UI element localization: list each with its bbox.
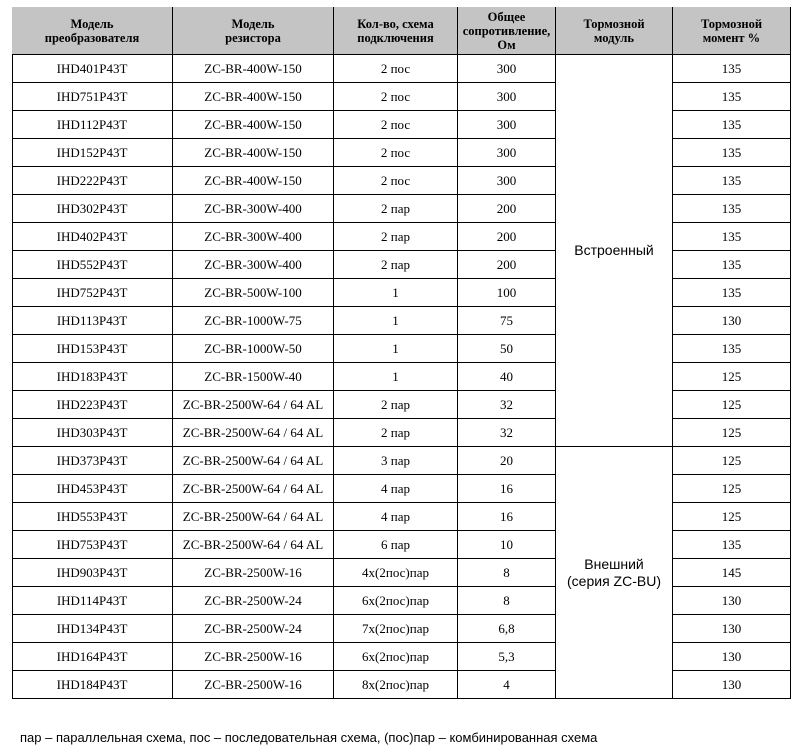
cell-connection: 2 пар	[334, 195, 458, 223]
cell-resistor-model: ZC-BR-400W-150	[173, 139, 334, 167]
cell-brake-torque: 125	[673, 363, 791, 391]
cell-resistor-model: ZC-BR-300W-400	[173, 223, 334, 251]
cell-brake-torque: 135	[673, 335, 791, 363]
cell-connection: 6х(2пос)пар	[334, 587, 458, 615]
cell-resistor-model: ZC-BR-1000W-75	[173, 307, 334, 335]
cell-brake-torque: 135	[673, 83, 791, 111]
cell-connection: 7х(2пос)пар	[334, 615, 458, 643]
cell-brake-torque: 125	[673, 447, 791, 475]
cell-converter-model: IHD373P43T	[12, 447, 173, 475]
cell-resistor-model: ZC-BR-2500W-24	[173, 587, 334, 615]
cell-converter-model: IHD164P43T	[12, 643, 173, 671]
cell-resistance: 16	[458, 503, 556, 531]
cell-resistor-model: ZC-BR-2500W-64 / 64 AL	[173, 503, 334, 531]
cell-converter-model: IHD303P43T	[12, 419, 173, 447]
cell-connection: 4 пар	[334, 503, 458, 531]
cell-connection: 2 пос	[334, 139, 458, 167]
cell-converter-model: IHD183P43T	[12, 363, 173, 391]
cell-converter-model: IHD401P43T	[12, 55, 173, 83]
cell-brake-torque: 130	[673, 643, 791, 671]
footnote: пар – параллельная схема, пос – последовательная схема, (пос)пар – комбинированная схема	[20, 730, 598, 745]
cell-brake-torque: 135	[673, 139, 791, 167]
header-brake-module: Тормозной модуль	[556, 7, 673, 55]
cell-resistance: 8	[458, 587, 556, 615]
cell-resistance: 300	[458, 55, 556, 83]
cell-converter-model: IHD113P43T	[12, 307, 173, 335]
cell-converter-model: IHD552P43T	[12, 251, 173, 279]
cell-connection: 1	[334, 335, 458, 363]
cell-converter-model: IHD453P43T	[12, 475, 173, 503]
cell-resistor-model: ZC-BR-300W-400	[173, 251, 334, 279]
cell-resistor-model: ZC-BR-2500W-16	[173, 643, 334, 671]
cell-brake-torque: 145	[673, 559, 791, 587]
cell-resistance: 200	[458, 251, 556, 279]
cell-brake-torque: 135	[673, 167, 791, 195]
cell-resistor-model: ZC-BR-2500W-64 / 64 AL	[173, 419, 334, 447]
cell-converter-model: IHD153P43T	[12, 335, 173, 363]
cell-connection: 1	[334, 363, 458, 391]
cell-resistor-model: ZC-BR-2500W-64 / 64 AL	[173, 391, 334, 419]
cell-resistance: 75	[458, 307, 556, 335]
cell-converter-model: IHD903P43T	[12, 559, 173, 587]
cell-resistance: 10	[458, 531, 556, 559]
cell-connection: 2 пос	[334, 167, 458, 195]
cell-connection: 2 пар	[334, 391, 458, 419]
brake-module-builtin: Встроенный	[556, 55, 673, 447]
cell-connection: 1	[334, 279, 458, 307]
cell-resistor-model: ZC-BR-400W-150	[173, 83, 334, 111]
cell-brake-torque: 125	[673, 503, 791, 531]
cell-resistor-model: ZC-BR-2500W-64 / 64 AL	[173, 447, 334, 475]
cell-resistor-model: ZC-BR-2500W-16	[173, 559, 334, 587]
cell-brake-torque: 130	[673, 587, 791, 615]
cell-resistance: 6,8	[458, 615, 556, 643]
cell-brake-torque: 135	[673, 111, 791, 139]
header-brake-torque: Тормозной момент %	[673, 7, 791, 55]
cell-converter-model: IHD134P43T	[12, 615, 173, 643]
cell-resistance: 8	[458, 559, 556, 587]
header-resistance: Общее сопротивление, Ом	[458, 7, 556, 55]
cell-resistance: 200	[458, 195, 556, 223]
cell-connection: 1	[334, 307, 458, 335]
cell-converter-model: IHD753P43T	[12, 531, 173, 559]
cell-resistor-model: ZC-BR-500W-100	[173, 279, 334, 307]
cell-resistance: 300	[458, 83, 556, 111]
cell-brake-torque: 125	[673, 419, 791, 447]
cell-connection: 2 пос	[334, 83, 458, 111]
header-resistor-model: Модель резистора	[173, 7, 334, 55]
cell-resistor-model: ZC-BR-400W-150	[173, 167, 334, 195]
cell-brake-torque: 130	[673, 615, 791, 643]
cell-resistance: 5,3	[458, 643, 556, 671]
cell-brake-torque: 130	[673, 307, 791, 335]
cell-resistance: 300	[458, 111, 556, 139]
cell-converter-model: IHD114P43T	[12, 587, 173, 615]
cell-converter-model: IHD223P43T	[12, 391, 173, 419]
cell-resistance: 32	[458, 391, 556, 419]
cell-resistance: 300	[458, 167, 556, 195]
cell-brake-torque: 135	[673, 223, 791, 251]
cell-brake-torque: 125	[673, 391, 791, 419]
cell-connection: 4 пар	[334, 475, 458, 503]
cell-resistance: 50	[458, 335, 556, 363]
cell-converter-model: IHD302P43T	[12, 195, 173, 223]
cell-connection: 2 пар	[334, 223, 458, 251]
cell-connection: 2 пар	[334, 419, 458, 447]
cell-resistor-model: ZC-BR-400W-150	[173, 55, 334, 83]
cell-resistance: 4	[458, 671, 556, 699]
cell-converter-model: IHD222P43T	[12, 167, 173, 195]
cell-converter-model: IHD152P43T	[12, 139, 173, 167]
cell-connection: 6 пар	[334, 531, 458, 559]
cell-brake-torque: 135	[673, 55, 791, 83]
cell-converter-model: IHD752P43T	[12, 279, 173, 307]
cell-connection: 4х(2пос)пар	[334, 559, 458, 587]
header-converter-model: Модель преобразователя	[12, 7, 173, 55]
cell-connection: 2 пар	[334, 251, 458, 279]
cell-converter-model: IHD751P43T	[12, 83, 173, 111]
cell-connection: 8х(2пос)пар	[334, 671, 458, 699]
cell-resistor-model: ZC-BR-2500W-64 / 64 AL	[173, 531, 334, 559]
cell-connection: 3 пар	[334, 447, 458, 475]
cell-brake-torque: 130	[673, 671, 791, 699]
cell-resistance: 40	[458, 363, 556, 391]
cell-connection: 2 пос	[334, 55, 458, 83]
brake-module-external: Внешний (серия ZC-BU)	[556, 447, 673, 699]
header-connection: Кол-во, схема подключения	[334, 7, 458, 55]
cell-resistance: 300	[458, 139, 556, 167]
cell-resistance: 20	[458, 447, 556, 475]
cell-converter-model: IHD553P43T	[12, 503, 173, 531]
cell-resistor-model: ZC-BR-300W-400	[173, 195, 334, 223]
cell-resistor-model: ZC-BR-2500W-16	[173, 671, 334, 699]
cell-connection: 6х(2пос)пар	[334, 643, 458, 671]
cell-resistance: 100	[458, 279, 556, 307]
cell-converter-model: IHD112P43T	[12, 111, 173, 139]
cell-converter-model: IHD402P43T	[12, 223, 173, 251]
cell-resistor-model: ZC-BR-1000W-50	[173, 335, 334, 363]
cell-connection: 2 пос	[334, 111, 458, 139]
cell-resistor-model: ZC-BR-2500W-24	[173, 615, 334, 643]
cell-brake-torque: 125	[673, 475, 791, 503]
cell-resistor-model: ZC-BR-1500W-40	[173, 363, 334, 391]
resistor-table	[12, 7, 791, 710]
cell-resistance: 16	[458, 475, 556, 503]
cell-brake-torque: 135	[673, 195, 791, 223]
cell-resistor-model: ZC-BR-2500W-64 / 64 AL	[173, 475, 334, 503]
cell-resistance: 200	[458, 223, 556, 251]
cell-brake-torque: 135	[673, 531, 791, 559]
cell-resistor-model: ZC-BR-400W-150	[173, 111, 334, 139]
cell-brake-torque: 135	[673, 279, 791, 307]
cell-brake-torque: 135	[673, 251, 791, 279]
cell-resistance: 32	[458, 419, 556, 447]
cell-converter-model: IHD184P43T	[12, 671, 173, 699]
